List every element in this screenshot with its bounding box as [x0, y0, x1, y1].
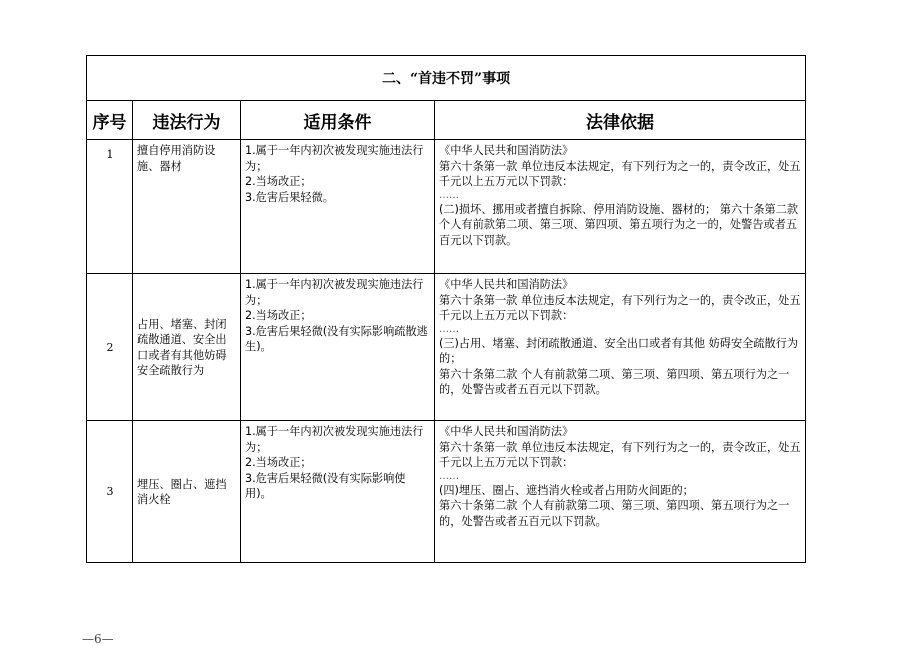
basis-line: 《中华人民共和国消防法》 — [439, 144, 574, 157]
legal-basis-cell — [435, 140, 806, 274]
basis-line: 《中华人民共和国消防法》 — [439, 425, 574, 438]
page-number: —6— — [82, 632, 114, 646]
header-row — [87, 101, 806, 140]
basis-line: 第六十条第一款 单位违反本法规定，有下列行为之一的，责令改正，处五千元以上五万元以下罚款： — [439, 159, 801, 188]
violation-act: 埋压、圈占、遮挡消火栓 — [133, 421, 241, 563]
condition-line: 3.危害后果轻微(没有实际影响使用)。 — [245, 471, 406, 500]
violation-act: 擅自停用消防设施、器材 — [133, 140, 241, 274]
header-act: 违法行为 — [133, 101, 241, 140]
table-row — [87, 140, 806, 274]
header-conditions: 适用条件 — [241, 101, 435, 140]
basis-line: …… — [439, 189, 459, 201]
basis-line: …… — [439, 470, 459, 482]
conditions-cell — [241, 140, 435, 274]
section-title: 二、“首违不罚”事项 — [87, 56, 806, 101]
basis-line: 第六十条第一款 单位违反本法规定，有下列行为之一的，责令改正，处五千元以上五万元以下罚款： — [439, 293, 801, 322]
condition-line: 2.当场改正； — [245, 175, 312, 188]
table-row — [87, 421, 806, 563]
row-number: 3 — [87, 421, 133, 563]
basis-line: (三)占用、堵塞、封闭疏散通道、安全出口或者有其他 妨碍安全疏散行为的； — [439, 336, 799, 365]
header-no: 序号 — [87, 101, 133, 140]
conditions-cell — [241, 421, 435, 563]
row-number: 1 — [87, 140, 133, 274]
condition-line: 1.属于一年内初次被发现实施违法行为； — [245, 144, 424, 173]
header-basis: 法律依据 — [435, 101, 806, 140]
legal-basis-cell — [435, 274, 806, 421]
condition-line: 3.危害后果轻微(没有实际影响疏散逃生)。 — [245, 324, 428, 353]
basis-line: …… — [439, 323, 459, 335]
basis-line: (四)埋压、圈占、遮挡消火栓或者占用防火间距的； — [439, 483, 694, 497]
condition-line: 1.属于一年内初次被发现实施违法行为； — [245, 425, 424, 454]
basis-line: (二)损坏、挪用或者擅自拆除、停用消防设施、器材的； 第六十条第二款 个人有前款第二项、第三项、第四项、第五项行为之一的，处警告或者五百元以下罚款。 — [439, 202, 799, 247]
legal-basis-cell — [435, 421, 806, 563]
table-row — [87, 274, 806, 421]
basis-line: 第六十条第二款 个人有前款第二项、第三项、第四项、第五项行为之一的，处警告或者五百元以下罚款。 — [439, 499, 790, 528]
basis-line: 《中华人民共和国消防法》 — [439, 278, 574, 291]
conditions-cell — [241, 274, 435, 421]
condition-line: 1.属于一年内初次被发现实施违法行为； — [245, 278, 424, 307]
condition-line: 2.当场改正； — [245, 309, 312, 322]
condition-line: 3.危害后果轻微。 — [245, 190, 334, 204]
row-number: 2 — [87, 274, 133, 421]
basis-line: 第六十条第一款 单位违反本法规定，有下列行为之一的，责令改正，处五千元以上五万元以下罚款： — [439, 440, 801, 469]
basis-line: 第六十条第二款 个人有前款第二项、第三项、第四项、第五项行为之一的，处警告或者五百元以下罚款。 — [439, 367, 790, 396]
violation-act: 占用、堵塞、封闭疏散通道、安全出口或者有其他妨碍安全疏散行为 — [133, 274, 241, 421]
penalty-table — [86, 55, 806, 563]
condition-line: 2.当场改正； — [245, 456, 312, 469]
